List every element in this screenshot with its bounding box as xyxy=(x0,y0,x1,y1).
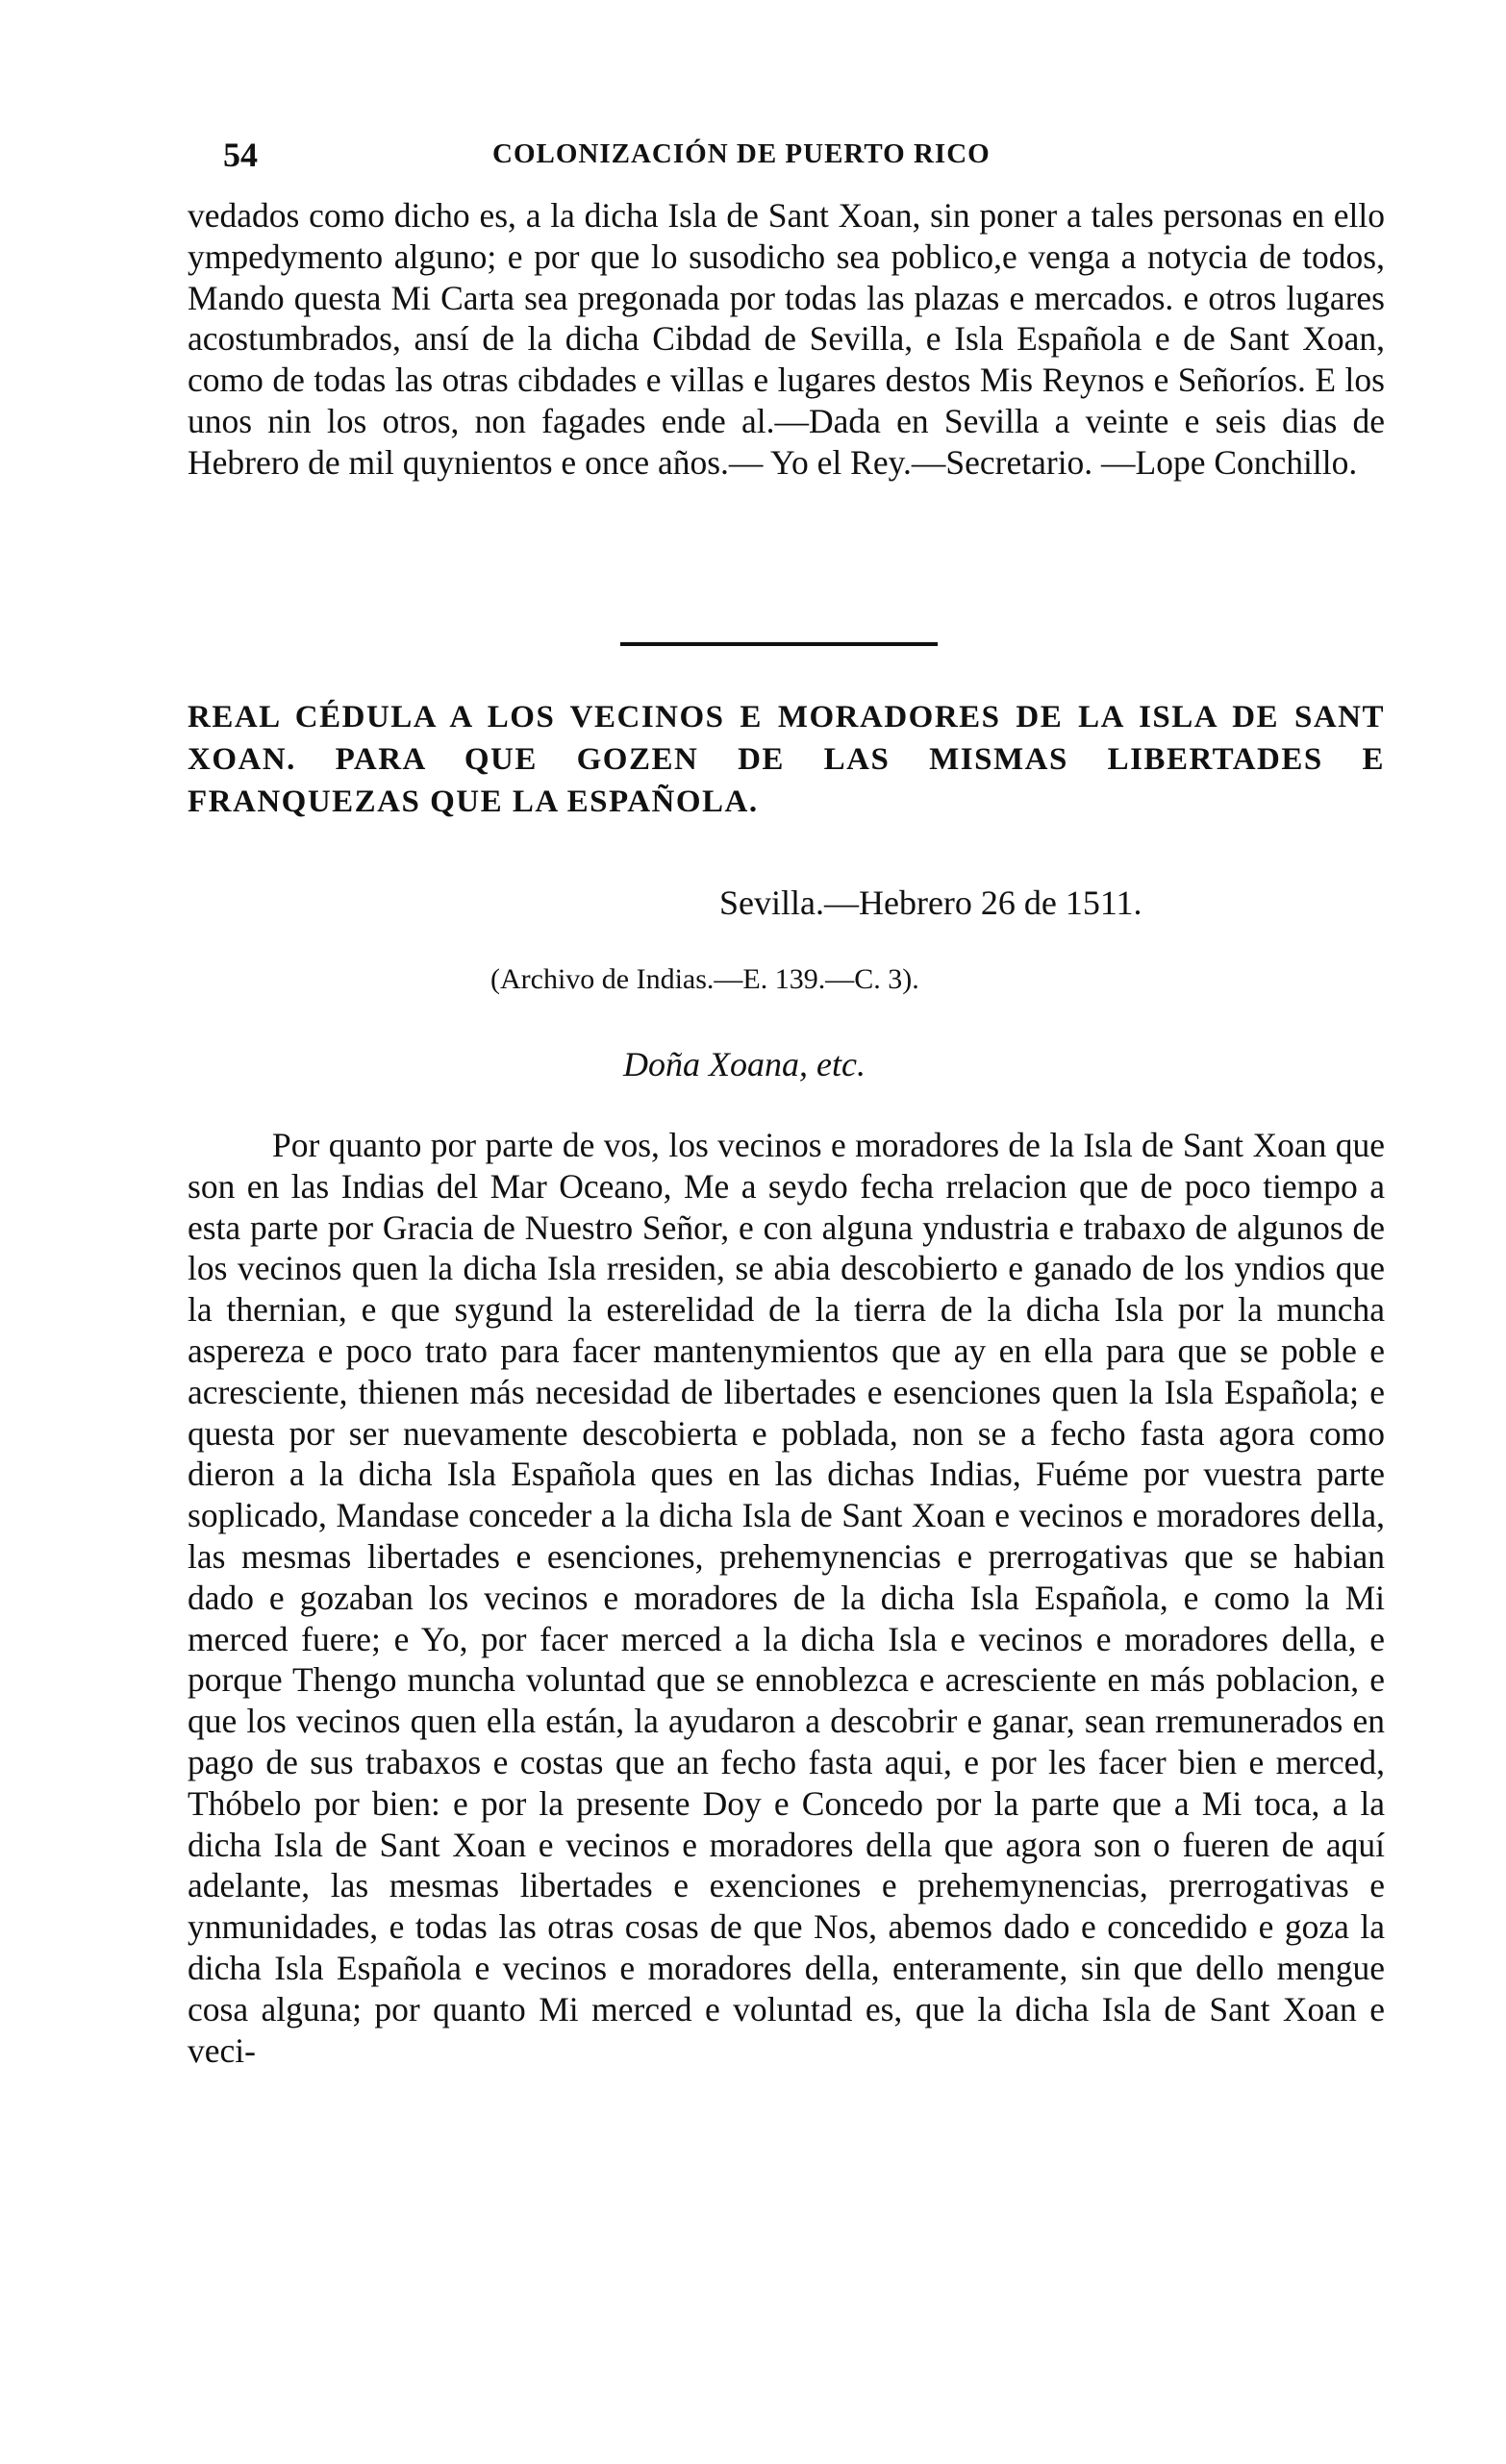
archive-reference: (Archivo de Indias.—E. 139.—C. 3). xyxy=(490,963,919,995)
dateline: Sevilla.—Hebrero 26 de 1511. xyxy=(719,884,1142,922)
salutation: Doña Xoana, etc. xyxy=(623,1045,866,1083)
page-number: 54 xyxy=(223,136,258,174)
paragraph-continuation xyxy=(188,195,1385,484)
section-heading: REAL CÉDULA A LOS VECINOS E MORADORES DE LA ISLA DE SANT XOAN. PARA QUE GOZEN DE LAS MISMAS LIBERTADES E FRANQUEZAS QUE LA ESPAÑOLA. xyxy=(188,700,1385,819)
paragraph-body xyxy=(188,1125,1385,2071)
paragraph-1-text: vedados como dicho es, a la dicha Isla de Sant Xoan, sin poner a tales personas en ello ympedymento alguno; e por que lo susodicho sea poblico,e venga a notycia de todos, Mando questa Mi Carta sea pregonada por todas las plazas e mercados. e otros lugares acostumbrados, ansí de la dicha Cibdad de Sevilla, e Isla Española e de Sant Xoan, como de todas las otras cibdades e villas e lugares destos Mis Reynos e Señoríos. E los unos nin los otros, non fagades ende al.—Dada en Sevilla a veinte e seis dias de Hebrero de mil quynientos e once años.— Yo el Rey.—Secretario. —Lope Conchillo. xyxy=(188,196,1385,482)
running-head: COLONIZACIÓN DE PUERTO RICO xyxy=(492,138,991,169)
paragraph-2-text: Por quanto por parte de vos, los vecinos e moradores de la Isla de Sant Xoan que son en las Indias del Mar Oceano, Me a seydo fecha rrelacion que de poco tiempo a esta parte por Gracia de Nuestro Señor, e con alguna yndustria e trabaxo de algunos de los vecinos quen la dicha Isla rresiden, se abia descobierto e ganado de los yndios que la thernian, e que sygund la esterelidad de la tierra de la dicha Isla por la muncha aspereza e poco trato para facer mantenymientos que ay en ella para que se poble e acresciente, thienen más necesidad de libertades e esenciones quen la Isla Española; e questa por ser nuevamente descobierta e poblada, non se a fecho fasta agora como dieron a la dicha Isla Española ques en las dichas Indias, Fuéme por vuestra parte soplicado, Mandase conceder a la dicha Isla de Sant Xoan e vecinos e moradores della, las mesmas libertades e esenciones, prehemynencias e prerrogativas que se habian dado e gozaban los vecinos e moradores de la dicha Isla Española, e como la Mi merced fuere; e Yo, por facer merced a la dicha Isla e vecinos e moradores della, e porque Thengo muncha voluntad que se ennoblezca e acresciente en más poblacion, e que los vecinos quen ella están, la ayudaron a descobrir e ganar, sean rremunerados en pago de sus trabaxos e costas que an fecho fasta aqui, e por les facer bien e merced, Thóbelo por bien: e por la presente Doy e Concedo por la parte que a Mi toca, a la dicha Isla de Sant Xoan e vecinos e moradores della que agora son o fueren de aquí adelante, las mesmas libertades e exenciones e prehemynencias, prerrogativas e ynmunidades, e todas las otras cosas de que Nos, abemos dado e concedido e goza la dicha Isla Española e vecinos e moradores della, enteramente, sin que dello mengue cosa alguna; por quanto Mi merced e voluntad es, que la dicha Isla de Sant Xoan e veci- xyxy=(188,1126,1385,2070)
page-header xyxy=(223,135,1377,192)
section-divider xyxy=(620,642,938,646)
